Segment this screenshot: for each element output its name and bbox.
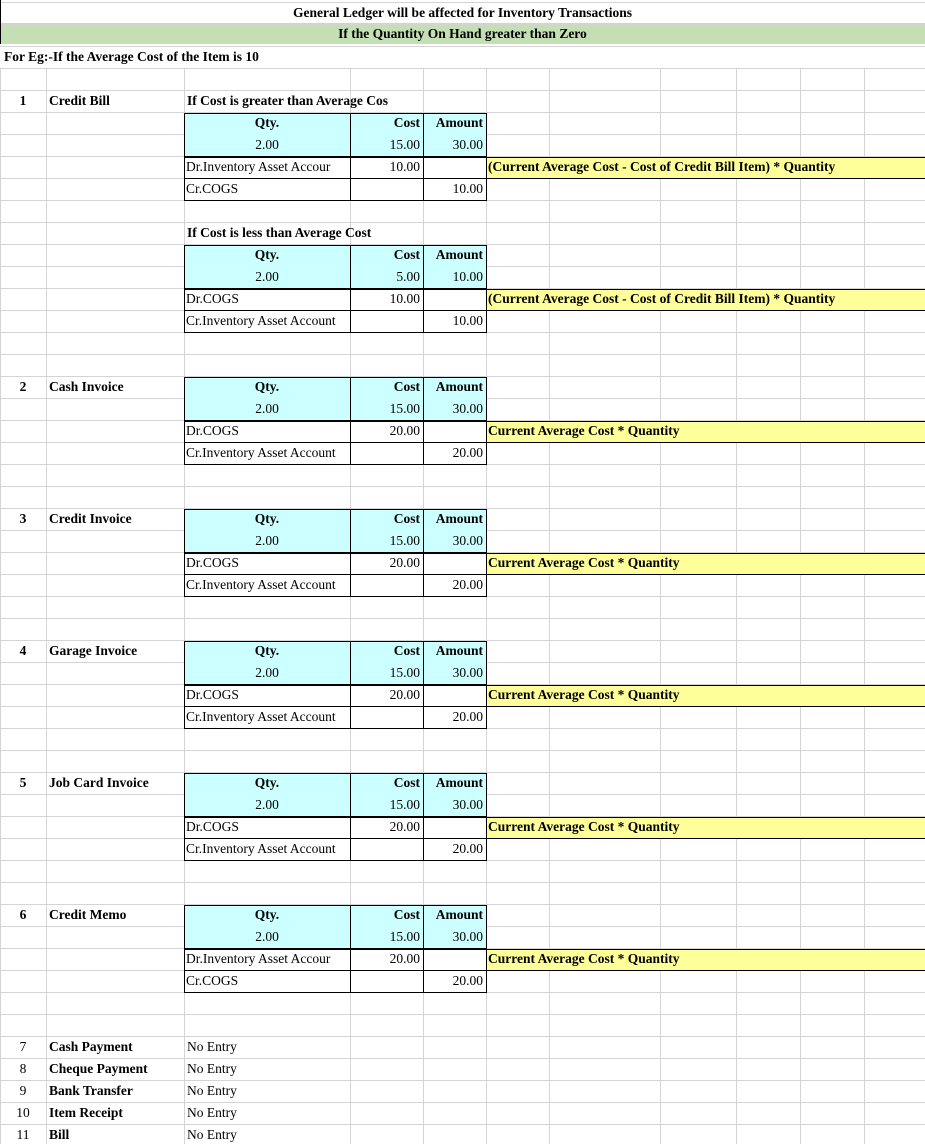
qty-header: Qty. — [254, 115, 280, 130]
section-name: Credit Memo — [49, 907, 127, 922]
no-entry-name: Cheque Payment — [49, 1061, 148, 1076]
credit-account: Cr.Inventory Asset Account — [186, 445, 336, 460]
qty-header: Qty. — [254, 775, 280, 790]
section-name: Cash Invoice — [49, 379, 124, 394]
qty-value: 2.00 — [255, 797, 279, 812]
no-entry-name: Cash Payment — [49, 1039, 133, 1054]
qty-header: Qty. — [254, 907, 280, 922]
credit-amount: 20.00 — [452, 841, 483, 856]
cost-value: 15.00 — [389, 929, 420, 944]
sheet-subtitle: If the Quantity On Hand greater than Zero — [338, 26, 587, 41]
debit-account: Dr.COGS — [186, 291, 239, 306]
debit-account: Dr.COGS — [186, 819, 239, 834]
formula-text: (Current Average Cost - Cost of Credit Bill Item) * Quantity — [488, 159, 836, 174]
amount-header: Amount — [435, 643, 483, 658]
section-number: 6 — [19, 907, 27, 922]
cost-header: Cost — [393, 643, 420, 658]
formula-text: Current Average Cost * Quantity — [488, 951, 680, 966]
credit-amount: 10.00 — [452, 313, 483, 328]
no-entry-number: 10 — [16, 1105, 30, 1120]
amount-value: 30.00 — [452, 533, 483, 548]
amount-header: Amount — [435, 775, 483, 790]
cost-value: 15.00 — [389, 137, 420, 152]
formula-text: Current Average Cost * Quantity — [488, 819, 680, 834]
sheet-title: General Ledger will be affected for Inventory Transactions — [292, 5, 633, 20]
debit-account: Dr.COGS — [186, 687, 239, 702]
cost-header: Cost — [393, 907, 420, 922]
amount-value: 30.00 — [452, 929, 483, 944]
section-number: 2 — [19, 379, 27, 394]
credit-amount: 20.00 — [452, 709, 483, 724]
qty-value: 2.00 — [255, 137, 279, 152]
no-entry-name: Bank Transfer — [49, 1083, 133, 1098]
cost-header: Cost — [393, 511, 420, 526]
credit-account: Cr.Inventory Asset Account — [186, 841, 336, 856]
no-entry-name: Item Receipt — [49, 1105, 123, 1120]
condition-label: If Cost is less than Average Cost — [187, 225, 372, 240]
credit-amount: 20.00 — [452, 445, 483, 460]
no-entry-value: No Entry — [187, 1127, 237, 1142]
debit-cost: 20.00 — [389, 555, 420, 570]
qty-header: Qty. — [254, 511, 280, 526]
section-name: Job Card Invoice — [49, 775, 149, 790]
cost-value: 15.00 — [389, 533, 420, 548]
cost-header: Cost — [393, 379, 420, 394]
no-entry-number: 8 — [19, 1061, 27, 1076]
cost-header: Cost — [393, 775, 420, 790]
credit-account: Cr.COGS — [186, 181, 239, 196]
cost-value: 15.00 — [389, 797, 420, 812]
condition-label: If Cost is greater than Average Cos — [187, 93, 388, 108]
section-number: 5 — [19, 775, 27, 790]
amount-header: Amount — [435, 511, 483, 526]
debit-cost: 20.00 — [389, 819, 420, 834]
section-number: 4 — [19, 643, 27, 658]
qty-value: 2.00 — [255, 533, 279, 548]
debit-cost: 20.00 — [389, 687, 420, 702]
amount-header: Amount — [435, 907, 483, 922]
section-name: Garage Invoice — [49, 643, 138, 658]
debit-cost: 20.00 — [389, 423, 420, 438]
qty-header: Qty. — [254, 247, 280, 262]
cost-value: 15.00 — [389, 665, 420, 680]
qty-value: 2.00 — [255, 929, 279, 944]
debit-account: Dr.Inventory Asset Accour — [186, 951, 331, 966]
credit-amount: 20.00 — [452, 577, 483, 592]
amount-value: 30.00 — [452, 797, 483, 812]
debit-cost: 20.00 — [389, 951, 420, 966]
credit-account: Cr.COGS — [186, 973, 239, 988]
qty-value: 2.00 — [255, 269, 279, 284]
debit-account: Dr.Inventory Asset Accour — [186, 159, 331, 174]
cost-value: 5.00 — [396, 269, 420, 284]
section-name: Credit Invoice — [49, 511, 132, 526]
no-entry-name: Bill — [49, 1127, 70, 1142]
qty-header: Qty. — [254, 379, 280, 394]
formula-text: Current Average Cost * Quantity — [488, 423, 680, 438]
debit-cost: 10.00 — [389, 159, 420, 174]
cost-header: Cost — [393, 247, 420, 262]
amount-value: 30.00 — [452, 137, 483, 152]
section-name: Credit Bill — [49, 93, 110, 108]
no-entry-number: 7 — [19, 1039, 27, 1054]
no-entry-number: 9 — [19, 1083, 27, 1098]
cost-header: Cost — [393, 115, 420, 130]
credit-amount: 20.00 — [452, 973, 483, 988]
amount-value: 30.00 — [452, 665, 483, 680]
section-number: 1 — [19, 93, 27, 108]
formula-text: (Current Average Cost - Cost of Credit Bill Item) * Quantity — [488, 291, 836, 306]
amount-header: Amount — [435, 379, 483, 394]
formula-text: Current Average Cost * Quantity — [488, 687, 680, 702]
no-entry-value: No Entry — [187, 1061, 237, 1076]
debit-cost: 10.00 — [389, 291, 420, 306]
debit-account: Dr.COGS — [186, 555, 239, 570]
no-entry-number: 11 — [16, 1127, 30, 1142]
credit-amount: 10.00 — [452, 181, 483, 196]
qty-value: 2.00 — [255, 401, 279, 416]
amount-header: Amount — [435, 115, 483, 130]
section-number: 3 — [19, 511, 27, 526]
qty-header: Qty. — [254, 643, 280, 658]
credit-account: Cr.Inventory Asset Account — [186, 313, 336, 328]
credit-account: Cr.Inventory Asset Account — [186, 577, 336, 592]
amount-value: 30.00 — [452, 401, 483, 416]
amount-header: Amount — [435, 247, 483, 262]
cost-value: 15.00 — [389, 401, 420, 416]
debit-account: Dr.COGS — [186, 423, 239, 438]
qty-value: 2.00 — [255, 665, 279, 680]
no-entry-value: No Entry — [187, 1039, 237, 1054]
formula-text: Current Average Cost * Quantity — [488, 555, 680, 570]
credit-account: Cr.Inventory Asset Account — [186, 709, 336, 724]
amount-value: 10.00 — [452, 269, 483, 284]
no-entry-value: No Entry — [187, 1105, 237, 1120]
no-entry-value: No Entry — [187, 1083, 237, 1098]
example-note: For Eg:-If the Average Cost of the Item is 10 — [4, 49, 259, 64]
